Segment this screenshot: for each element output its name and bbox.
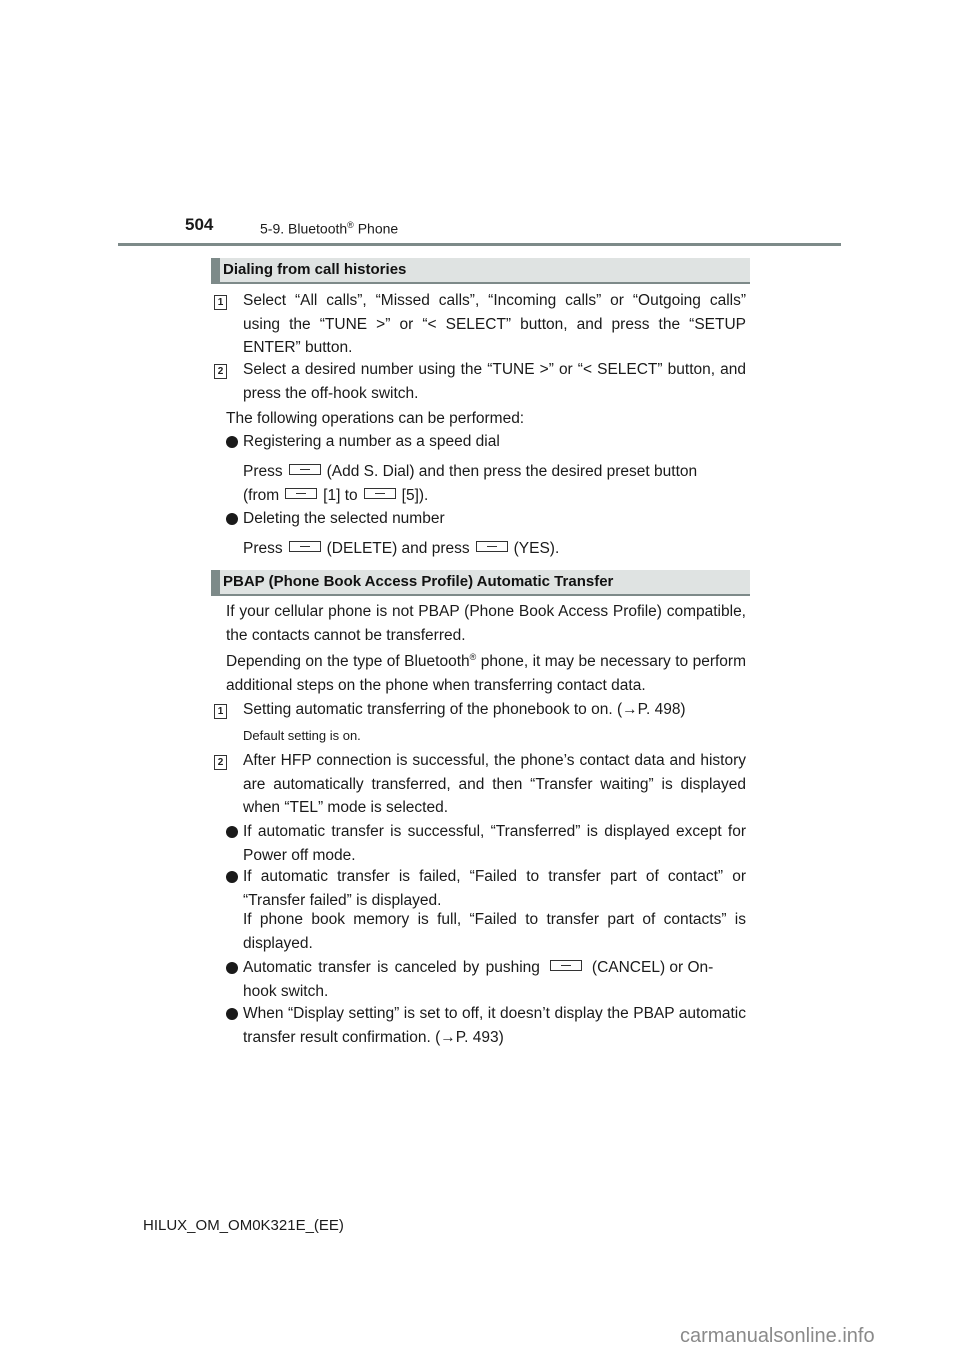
preset-button-icon	[289, 541, 321, 552]
step-note: Default setting is on.	[243, 728, 361, 743]
step-text: Select a desired number using the “TUNE >” or “< SELECT” button, and press the off-hook switch.	[243, 361, 746, 402]
step-number-badge: 1	[214, 704, 227, 719]
bullet-icon	[226, 513, 238, 525]
instruction-text: [1] to	[323, 487, 358, 504]
preset-button-icon	[364, 488, 396, 499]
paragraph-text: phone, it may be necessary to perform additional steps on the phone when transferring contact data.	[226, 653, 746, 694]
cancel-instruction	[243, 956, 746, 1003]
instruction-text: Press	[243, 463, 283, 480]
section-title: Dialing from call histories	[223, 261, 407, 278]
pbap-bluetooth-note	[226, 650, 746, 697]
instruction-text: Automatic transfer is canceled by pushing	[243, 959, 540, 976]
speed-dial-instruction-line2	[243, 484, 428, 508]
bullet-icon	[226, 1008, 238, 1020]
section-title: PBAP (Phone Book Access Profile) Automatic Transfer	[223, 573, 614, 590]
delete-instruction	[243, 537, 559, 561]
bullet-text: If automatic transfer is failed, “Failed to transfer part of contact” or “Transfer failed” is displayed.	[243, 868, 746, 909]
step-number-badge: 2	[214, 755, 227, 770]
watermark: carmanualsonline.info	[680, 1325, 875, 1347]
bullet-extra-text: If phone book memory is full, “Failed to transfer part of contacts” is displayed.	[243, 911, 746, 952]
pbap-compatibility-note: If your cellular phone is not PBAP (Phone Book Access Profile) compatible, the contacts cannot be transferred.	[226, 603, 746, 644]
instruction-text: [5]).	[401, 487, 429, 504]
bullet-text: If automatic transfer is successful, “Transferred” is displayed except for Power off mode.	[243, 823, 746, 864]
instruction-text: (from	[243, 487, 280, 504]
section-header-pbap	[211, 570, 750, 596]
section-tab-marker	[211, 258, 220, 282]
instruction-text: (DELETE) and press	[326, 540, 470, 557]
preset-button-icon	[550, 960, 582, 971]
instruction-text: Press	[243, 540, 283, 557]
document-code: HILUX_OM_OM0K321E_(EE)	[143, 1217, 344, 1234]
step-number-badge: 2	[214, 364, 227, 379]
step-text: After HFP connection is successful, the phone’s contact data and history are automatically transferred, and then “Transfer waiting” is displayed when “TEL” mode is selected.	[243, 752, 746, 816]
bullet-title: Registering a number as a speed dial	[243, 433, 500, 450]
bullet-icon	[226, 826, 238, 838]
section-name: 5-9. Bluetooth	[260, 220, 348, 237]
page-number: 504	[185, 215, 214, 234]
header-rule	[118, 243, 841, 246]
registered-mark: ®	[469, 651, 477, 662]
paragraph-text: Depending on the type of Bluetooth	[226, 653, 470, 670]
running-header	[260, 220, 398, 237]
bullet-text: When “Display setting” is set to off, it doesn’t display the PBAP automatic transfer result confirmation. (→P. 493)	[243, 1005, 746, 1046]
bullet-title: Deleting the selected number	[243, 510, 445, 527]
section-header-dialing	[211, 258, 750, 284]
instruction-text: (YES).	[513, 540, 560, 557]
speed-dial-instruction-line1	[243, 460, 746, 484]
instruction-text: (Add S. Dial) and then press the desired preset button	[326, 463, 698, 480]
preset-button-icon	[285, 488, 317, 499]
preset-button-icon	[289, 464, 321, 475]
operations-intro: The following operations can be performed:	[226, 410, 525, 427]
step-text: Setting automatic transferring of the phonebook to on. (→P. 498)	[243, 701, 686, 718]
step-number-badge: 1	[214, 295, 227, 310]
step-text: Select “All calls”, “Missed calls”, “Incoming calls” or “Outgoing calls” using the “TUNE >” or “< SELECT” button, and press the “SETUP ENTER” button.	[243, 292, 746, 356]
preset-button-icon	[476, 541, 508, 552]
bullet-icon	[226, 871, 238, 883]
bullet-icon	[226, 962, 238, 974]
registered-mark: ®	[347, 220, 354, 230]
instruction-text: (CANCEL) or On-hook switch.	[243, 959, 714, 1000]
section-tab-marker	[211, 570, 220, 594]
section-suffix: Phone	[353, 220, 399, 237]
bullet-icon	[226, 436, 238, 448]
